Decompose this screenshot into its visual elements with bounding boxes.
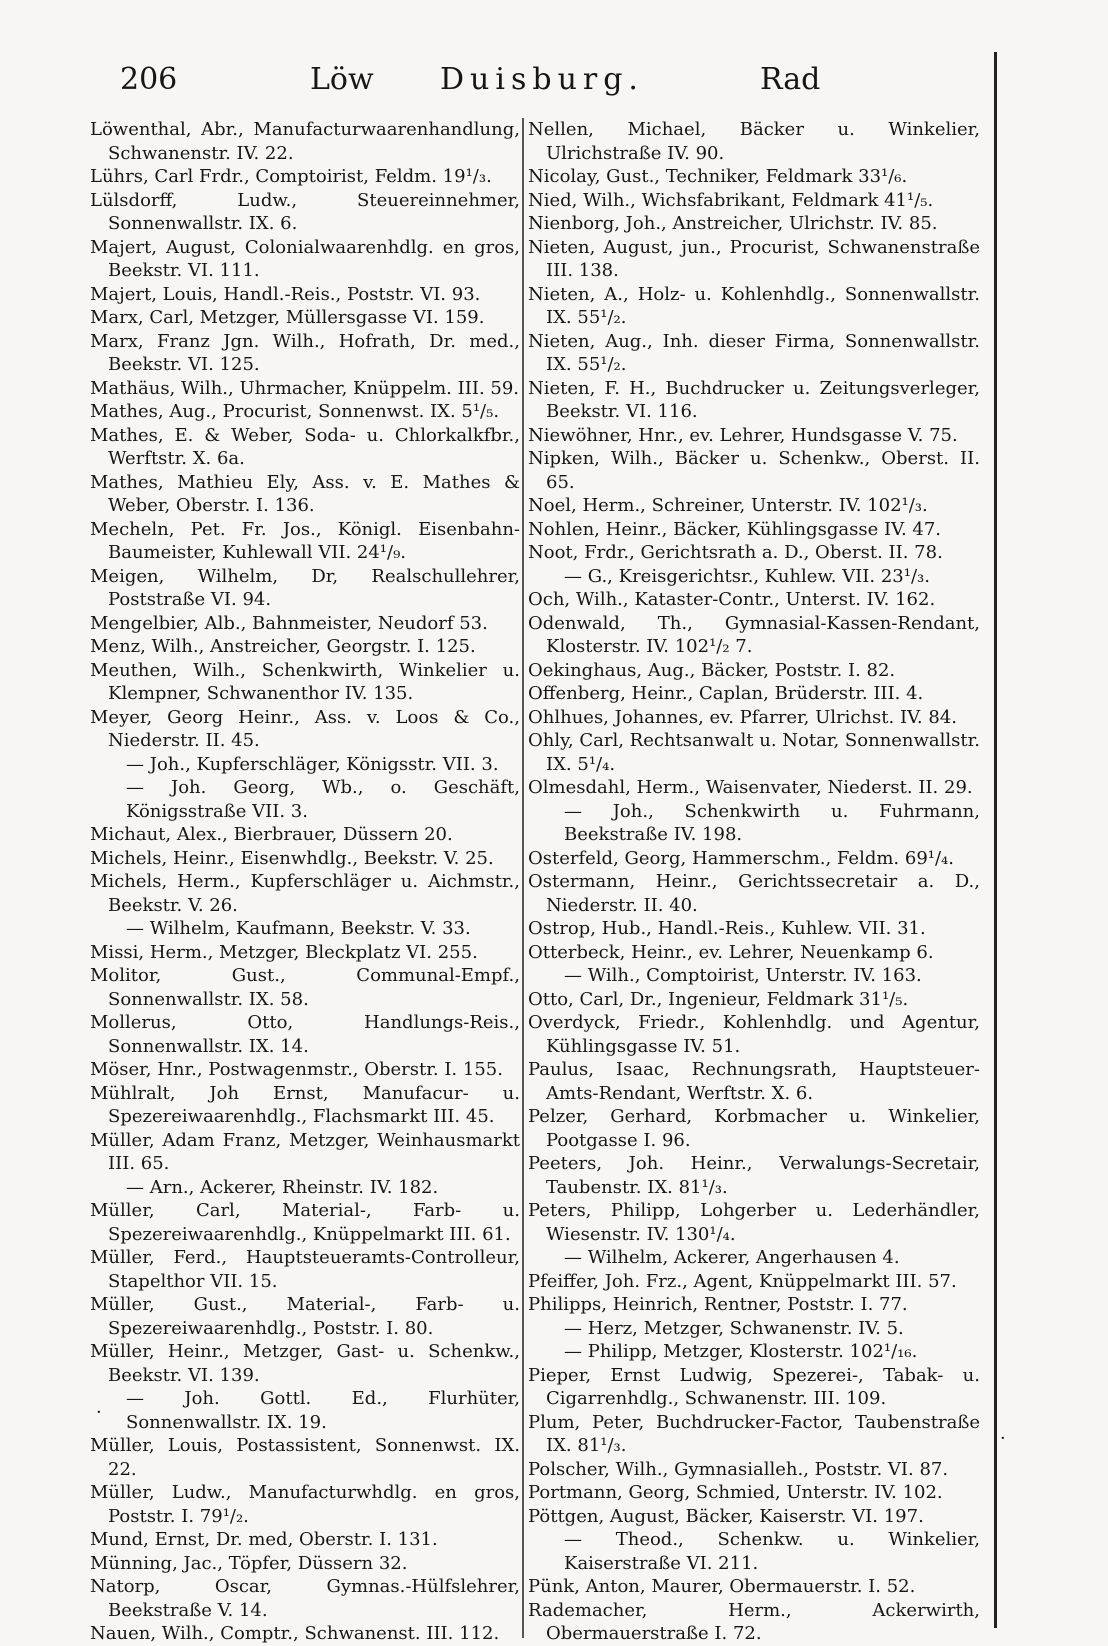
directory-entry: Niewöhner, Hnr., ev. Lehrer, Hundsgasse V. 75. (528, 424, 958, 446)
directory-entry: Müller, Adam Franz, Metzger, Weinhausmarkt III. 65. (90, 1129, 520, 1174)
directory-entry: Peters, Philipp, Lohgerber u. Lederhändler, Wiesenstr. IV. 130¹/₄. (528, 1200, 980, 1245)
directory-entry: Mollerus, Otto, Handlungs-Reis., Sonnenwallstr. IX. 14. (90, 1012, 520, 1057)
directory-entry: Nicolay, Gust., Techniker, Feldmark 33¹/₆. (528, 166, 908, 187)
directory-entry: Löwenthal, Abr., Manufacturwaarenhandlung, Schwanenstr. IV. 22. (90, 119, 520, 164)
directory-entry: Olmesdahl, Herm., Waisenvater, Niederst. II. 29. (528, 777, 973, 798)
directory-entry: Nienborg, Joh., Anstreicher, Ulrichstr. IV. 85. (528, 213, 938, 234)
directory-entry: — Wilh., Comptoirist, Unterstr. IV. 163. (564, 965, 922, 986)
left-column (90, 118, 520, 1646)
directory-entry: Müller, Louis, Postassistent, Sonnenwst. IX. 22. (90, 1435, 520, 1480)
directory-entry: Müller, Gust., Material-, Farb- u. Spezereiwaarenhdlg., Poststr. I. 80. (90, 1294, 520, 1339)
directory-entry: Plum, Peter, Buchdrucker-Factor, Taubenstraße IX. 81¹/₃. (528, 1411, 980, 1456)
directory-entry: Rademacher, Herm., Ackerwirth, Obermauerstraße I. 72. (528, 1599, 980, 1644)
directory-entry: Overdyck, Friedr., Kohlenhdlg. und Agentur, Kühlingsgasse IV. 51. (528, 1012, 980, 1057)
directory-entry: — Joh., Kupferschläger, Königsstr. VII. 3. (126, 753, 499, 775)
directory-entry: Otto, Carl, Dr., Ingenieur, Feldmark 31¹/₅. (528, 988, 909, 1010)
directory-entry: Paulus, Isaac, Rechnungsrath, Hauptsteuer-Amts-Rendant, Werftstr. X. 6. (528, 1059, 980, 1104)
directory-entry: Odenwald, Th., Gymnasial-Kassen-Rendant, Klosterstr. IV. 102¹/₂ 7. (528, 612, 980, 657)
directory-entry: Müller, Carl, Material-, Farb- u. Spezereiwaarenhdlg., Knüppelmarkt III. 61. (90, 1200, 520, 1245)
directory-entry: Natorp, Oscar, Gymnas.-Hülfslehrer, Beekstraße V. 14. (90, 1576, 520, 1621)
directory-entry: Mathes, E. & Weber, Soda- u. Chlorkalkfbr., Werftstr. X. 6a. (90, 424, 520, 469)
directory-entry: — G., Kreisgerichtsr., Kuhlew. VII. 23¹/₃. (564, 565, 930, 587)
directory-entry: Münning, Jac., Töpfer, Düssern 32. (90, 1552, 408, 1574)
header-keyword-right: Rad (760, 62, 821, 97)
directory-entry: Polscher, Wilh., Gymnasialleh., Poststr. VI. 87. (528, 1458, 949, 1480)
directory-entry: — Arn., Ackerer, Rheinstr. IV. 182. (126, 1176, 439, 1198)
directory-entry: — Joh. Gottl. Ed., Flurhüter, Sonnenwallstr. IX. 19. (126, 1388, 520, 1433)
directory-entry: Meigen, Wilhelm, Dr, Realschullehrer, Poststraße VI. 94. (90, 565, 520, 610)
directory-entry: Mathes, Aug., Procurist, Sonnenwst. IX. 5¹/₅. (90, 401, 500, 422)
directory-entry: Marx, Carl, Metzger, Müllersgasse VI. 159. (90, 307, 485, 328)
directory-entry: Nipken, Wilh., Bäcker u. Schenkw., Oberst. II. 65. (528, 448, 980, 493)
directory-entry: Meyer, Georg Heinr., Ass. v. Loos & Co., Niederstr. II. 45. (90, 706, 520, 751)
directory-entry: Ostrop, Hub., Handl.-Reis., Kuhlew. VII. 31. (528, 918, 926, 939)
directory-entry: Philipps, Heinrich, Rentner, Poststr. I. 77. (528, 1294, 908, 1315)
directory-entry: Nellen, Michael, Bäcker u. Winkelier, Ulrichstraße IV. 90. (528, 119, 980, 164)
directory-entry: Nieten, August, jun., Procurist, Schwanenstraße III. 138. (528, 236, 980, 281)
directory-entry: Molitor, Gust., Communal-Empf., Sonnenwallstr. IX. 58. (90, 965, 520, 1010)
directory-entry: — Joh. Georg, Wb., o. Geschäft, Königsstraße VII. 3. (126, 777, 520, 822)
directory-entry: Müller, Heinr., Metzger, Gast- u. Schenkw., Beekstr. VI. 139. (90, 1341, 520, 1386)
directory-entry: Mecheln, Pet. Fr. Jos., Königl. Eisenbahn-Baumeister, Kuhlewall VII. 24¹/₉. (90, 518, 520, 563)
directory-entry: Offenberg, Heinr., Caplan, Brüderstr. III. 4. (528, 683, 924, 704)
directory-entry: Menz, Wilh., Anstreicher, Georgstr. I. 125. (90, 636, 476, 657)
directory-entry: Mathes, Mathieu Ely, Ass. v. E. Mathes & Weber, Oberstr. I. 136. (90, 471, 520, 516)
page-header (120, 62, 980, 102)
directory-entry: Otterbeck, Heinr., ev. Lehrer, Neuenkamp 6. (528, 941, 934, 963)
directory-entry: Müller, Ludw., Manufacturwhdlg. en gros, Poststr. I. 79¹/₂. (90, 1482, 520, 1527)
directory-entry: Marx, Franz Jgn. Wilh., Hofrath, Dr. med., Beekstr. VI. 125. (90, 330, 520, 375)
directory-entry: Pünk, Anton, Maurer, Obermauerstr. I. 52. (528, 1576, 916, 1597)
directory-entry: Nieten, F. H., Buchdrucker u. Zeitungsverleger, Beekstr. VI. 116. (528, 377, 980, 422)
directory-entry: Osterfeld, Georg, Hammerschm., Feldm. 69¹/₄. (528, 847, 954, 869)
directory-entry: Nohlen, Heinr., Bäcker, Kühlingsgasse IV. 47. (528, 518, 942, 540)
directory-entry: — Wilhelm, Kaufmann, Beekstr. V. 33. (126, 918, 471, 939)
directory-entry: Majert, August, Colonialwaarenhdlg. en gros, Beekstr. VI. 111. (90, 236, 520, 281)
directory-entry: Lülsdorff, Ludw., Steuereinnehmer, Sonnenwallstr. IX. 6. (90, 189, 520, 234)
ink-dot: · (1000, 1428, 1006, 1449)
directory-entry: Pfeiffer, Joh. Frz., Agent, Knüppelmarkt III. 57. (528, 1270, 957, 1292)
directory-entry: Och, Wilh., Kataster-Contr., Unterst. IV. 162. (528, 589, 936, 610)
directory-entry: Möser, Hnr., Postwagenmstr., Oberstr. I. 155. (90, 1059, 503, 1080)
directory-entry: Mühlralt, Joh Ernst, Manufacur- u. Spezereiwaarenhdlg., Flachsmarkt III. 45. (90, 1082, 520, 1127)
directory-entry: Mathäus, Wilh., Uhrmacher, Knüppelm. III. 59. (90, 377, 520, 399)
directory-entry: Meuthen, Wilh., Schenkwirth, Winkelier u. Klempner, Schwanenthor IV. 135. (90, 659, 520, 704)
directory-entry: Pelzer, Gerhard, Korbmacher u. Winkelier, Pootgasse I. 96. (528, 1106, 980, 1151)
directory-entry: Oekinghaus, Aug., Bäcker, Poststr. I. 82. (528, 659, 896, 681)
directory-entry: Pöttgen, August, Bäcker, Kaiserstr. VI. 197. (528, 1505, 924, 1527)
page-number: 206 (120, 62, 178, 97)
directory-entry: Ohly, Carl, Rechtsanwalt u. Notar, Sonnenwallstr. IX. 5¹/₄. (528, 730, 980, 775)
directory-entry: Portmann, Georg, Schmied, Unterstr. IV. 102. (528, 1482, 943, 1503)
directory-entry: Ohlhues, Johannes, ev. Pfarrer, Ulrichst. IV. 84. (528, 706, 957, 728)
directory-entry: — Wilhelm, Ackerer, Angerhausen 4. (564, 1247, 900, 1268)
directory-entry: Peeters, Joh. Heinr., Verwalungs-Secretair, Taubenstr. IX. 81¹/₃. (528, 1153, 980, 1198)
directory-entry: Missi, Herm., Metzger, Bleckplatz VI. 255. (90, 941, 478, 963)
directory-entry: Nieten, Aug., Inh. dieser Firma, Sonnenwallstr. IX. 55¹/₂. (528, 330, 980, 375)
directory-entry: Pieper, Ernst Ludwig, Spezerei-, Tabak- u. Cigarrenhdlg., Schwanenstr. III. 109. (528, 1364, 980, 1409)
header-town: Duisburg. (440, 62, 644, 97)
directory-entry: — Herz, Metzger, Schwanenstr. IV. 5. (564, 1317, 904, 1339)
margin-rule (994, 52, 997, 1628)
directory-entry: — Joh., Schenkwirth u. Fuhrmann, Beekstraße IV. 198. (564, 800, 980, 845)
directory-entry: Ostermann, Heinr., Gerichtssecretair a. D., Niederstr. II. 40. (528, 871, 980, 916)
directory-entry: Michaut, Alex., Bierbrauer, Düssern 20. (90, 824, 453, 845)
directory-entry: Nauen, Wilh., Comptr., Schwanenst. III. 112. (90, 1623, 500, 1644)
directory-entry: Müller, Ferd., Hauptsteueramts-Controlleur, Stapelthor VII. 15. (90, 1247, 520, 1292)
directory-entry: Mund, Ernst, Dr. med, Oberstr. I. 131. (90, 1529, 438, 1550)
directory-entry: Mengelbier, Alb., Bahnmeister, Neudorf 53. (90, 612, 488, 634)
directory-entry: Nieten, A., Holz- u. Kohlenhdlg., Sonnenwallstr. IX. 55¹/₂. (528, 283, 980, 328)
directory-entry: — Philipp, Metzger, Klosterstr. 102¹/₁₆. (564, 1341, 918, 1362)
header-keyword-left: Löw (310, 62, 374, 97)
column-divider (522, 118, 524, 1638)
directory-entry: Michels, Heinr., Eisenwhdlg., Beekstr. V. 25. (90, 847, 494, 869)
directory-entry: Noot, Frdr., Gerichtsrath a. D., Oberst. II. 78. (528, 542, 943, 563)
directory-entry: Nied, Wilh., Wichsfabrikant, Feldmark 41¹/₅. (528, 189, 934, 211)
right-column (528, 118, 980, 1646)
directory-entry: Michels, Herm., Kupferschläger u. Aichmstr., Beekstr. V. 26. (90, 871, 520, 916)
directory-entry: — Theod., Schenkw. u. Winkelier, Kaiserstraße VI. 211. (564, 1529, 980, 1574)
directory-entry: Majert, Louis, Handl.-Reis., Poststr. VI. 93. (90, 283, 481, 305)
directory-entry: Noel, Herm., Schreiner, Unterstr. IV. 102¹/₃. (528, 495, 928, 516)
ink-dot: · (96, 1402, 102, 1423)
directory-entry: Lührs, Carl Frdr., Comptoirist, Feldm. 19¹/₃. (90, 166, 492, 187)
